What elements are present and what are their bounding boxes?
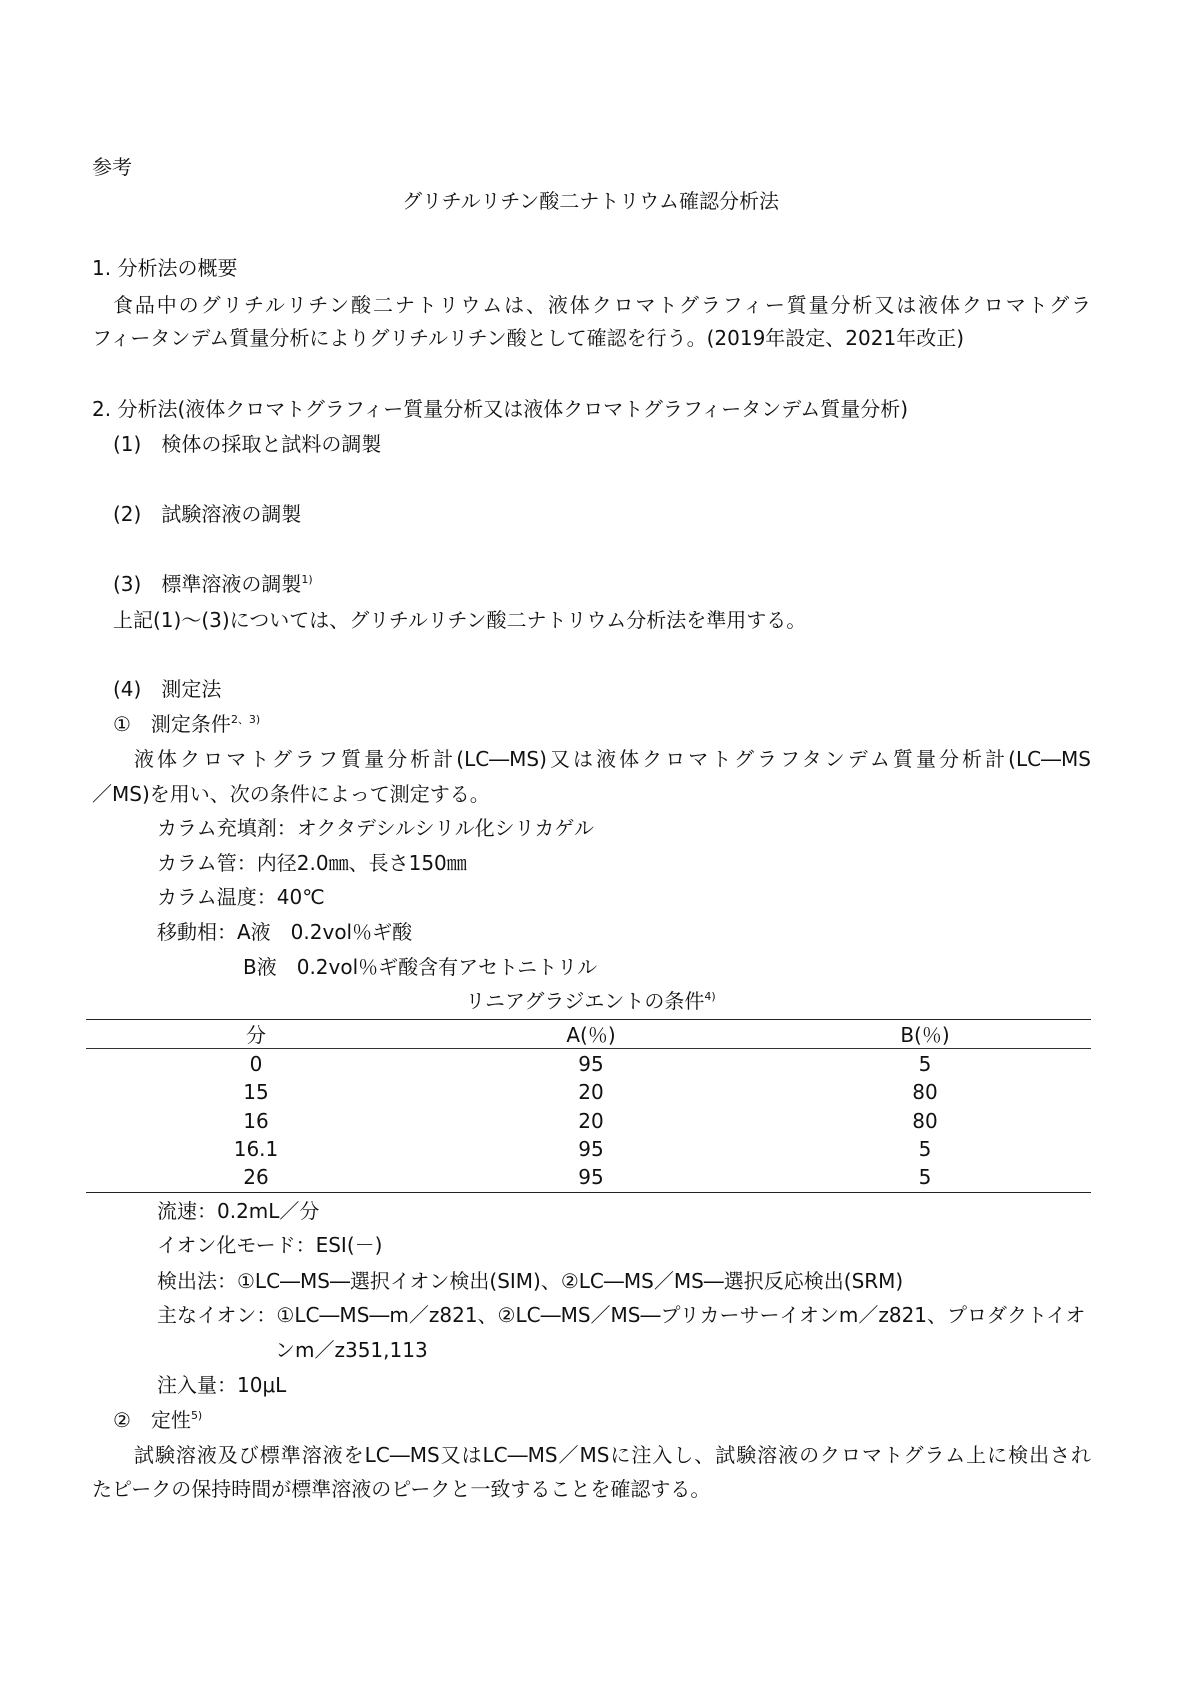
column-tube: カラム管：内径2.0㎜、長さ150㎜: [157, 851, 467, 875]
table-cell: 95: [578, 1165, 604, 1190]
table-cell: 5: [918, 1136, 932, 1161]
header-minutes: 分: [246, 1023, 266, 1047]
subsection-1: (1) 検体の採取と試料の調製: [113, 432, 382, 456]
mobile-phase-b: B液 0.2vol％ギ酸含有アセトニトリル: [243, 955, 598, 979]
table-top-rule: [86, 1019, 1091, 1020]
measurement-conditions-heading: [113, 711, 260, 737]
main-ions-line-1: 主なイオン：①LC―MS―m／z821、②LC―MS／MS―プリカーサーイオンm／z821、プロダクトイオ: [157, 1303, 1086, 1327]
item-1-text: ① 測定条件: [113, 712, 231, 736]
table-cell: 80: [912, 1108, 938, 1133]
table-cell: 16.1: [233, 1136, 279, 1161]
qualitative-line-1: 試験溶液及び標準溶液をLC―MS又はLC―MS／MSに注入し、試験溶液のクロマトグラム上に検出され: [134, 1443, 1091, 1467]
overview-line-1: 食品中のグリチルリチン酸二ナトリウムは、液体クロマトグラフィー質量分析又は液体クロマトグラ: [113, 293, 1091, 317]
header-b-percent: B(％): [900, 1023, 950, 1047]
subsection-3-text: (3) 標準溶液の調製: [113, 572, 302, 596]
table-cell: 95: [578, 1136, 604, 1161]
mobile-phase-a: 移動相：A液 0.2vol％ギ酸: [157, 920, 413, 944]
table-cell: 80: [912, 1080, 938, 1105]
qualitative-line-2: たピークの保持時間が標準溶液のピークと一致することを確認する。: [92, 1477, 711, 1501]
column-packing: カラム充填剤：オクタデシルシリル化シリカゲル: [157, 816, 594, 840]
main-ions-line-2: ンm／z351,113: [275, 1338, 428, 1362]
qualitative-heading: [113, 1407, 202, 1433]
column-temperature: カラム温度：40℃: [157, 885, 325, 909]
reference-mark: 5): [190, 1409, 203, 1422]
gradient-table-caption: [0, 988, 1181, 1014]
caption-text: リニアグラジエントの条件: [465, 989, 705, 1013]
reference-label: 参考: [92, 155, 132, 179]
overview-line-2: フィータンデム質量分析によりグリチルリチン酸として確認を行う。(2019年設定、2021年改正): [92, 326, 965, 350]
item-2-text: ② 定性: [113, 1408, 191, 1432]
table-header-rule: [86, 1048, 1091, 1049]
table-cell: 20: [578, 1080, 604, 1105]
ionization-mode: イオン化モード：ESI(－): [157, 1233, 383, 1257]
conditions-line-2: ／MS)を用い、次の条件によって測定する。: [92, 782, 490, 806]
table-bottom-rule: [86, 1192, 1091, 1193]
subsection-3: [113, 571, 313, 597]
section-2-heading: 2. 分析法(液体クロマトグラフィー質量分析又は液体クロマトグラフィータンデム質量分析): [92, 397, 909, 421]
table-cell: 15: [243, 1080, 269, 1105]
reference-mark: 1): [301, 573, 313, 586]
conditions-line-1: 液体クロマトグラフ質量分析計(LC―MS)又は液体クロマトグラフタンデム質量分析計(LC―MS: [134, 747, 1091, 771]
preparation-note: 上記(1)～(3)については、グリチルリチン酸二ナトリウム分析法を準用する。: [113, 608, 807, 632]
table-cell: 95: [578, 1052, 604, 1076]
table-cell: 20: [578, 1108, 604, 1133]
header-a-percent: A(％): [566, 1023, 616, 1047]
document-title: グリチルリチン酸二ナトリウム確認分析法: [402, 189, 779, 213]
subsection-4: (4) 測定法: [113, 677, 222, 701]
subsection-2: (2) 試験溶液の調製: [113, 502, 302, 526]
table-cell: 5: [918, 1165, 932, 1190]
table-cell: 0: [249, 1052, 263, 1076]
flow-rate: 流速：0.2mL／分: [157, 1199, 320, 1223]
section-1-heading: 1. 分析法の概要: [92, 256, 238, 280]
table-cell: 16: [243, 1108, 269, 1133]
reference-mark: 4): [704, 990, 716, 1003]
detection-method: 検出法：①LC―MS―選択イオン検出(SIM)、②LC―MS／MS―選択反応検出(SRM): [157, 1269, 904, 1293]
table-cell: 26: [243, 1165, 269, 1190]
table-cell: 5: [918, 1052, 932, 1076]
injection-volume: 注入量：10μL: [157, 1373, 287, 1397]
reference-mark: 2、3): [230, 713, 261, 726]
